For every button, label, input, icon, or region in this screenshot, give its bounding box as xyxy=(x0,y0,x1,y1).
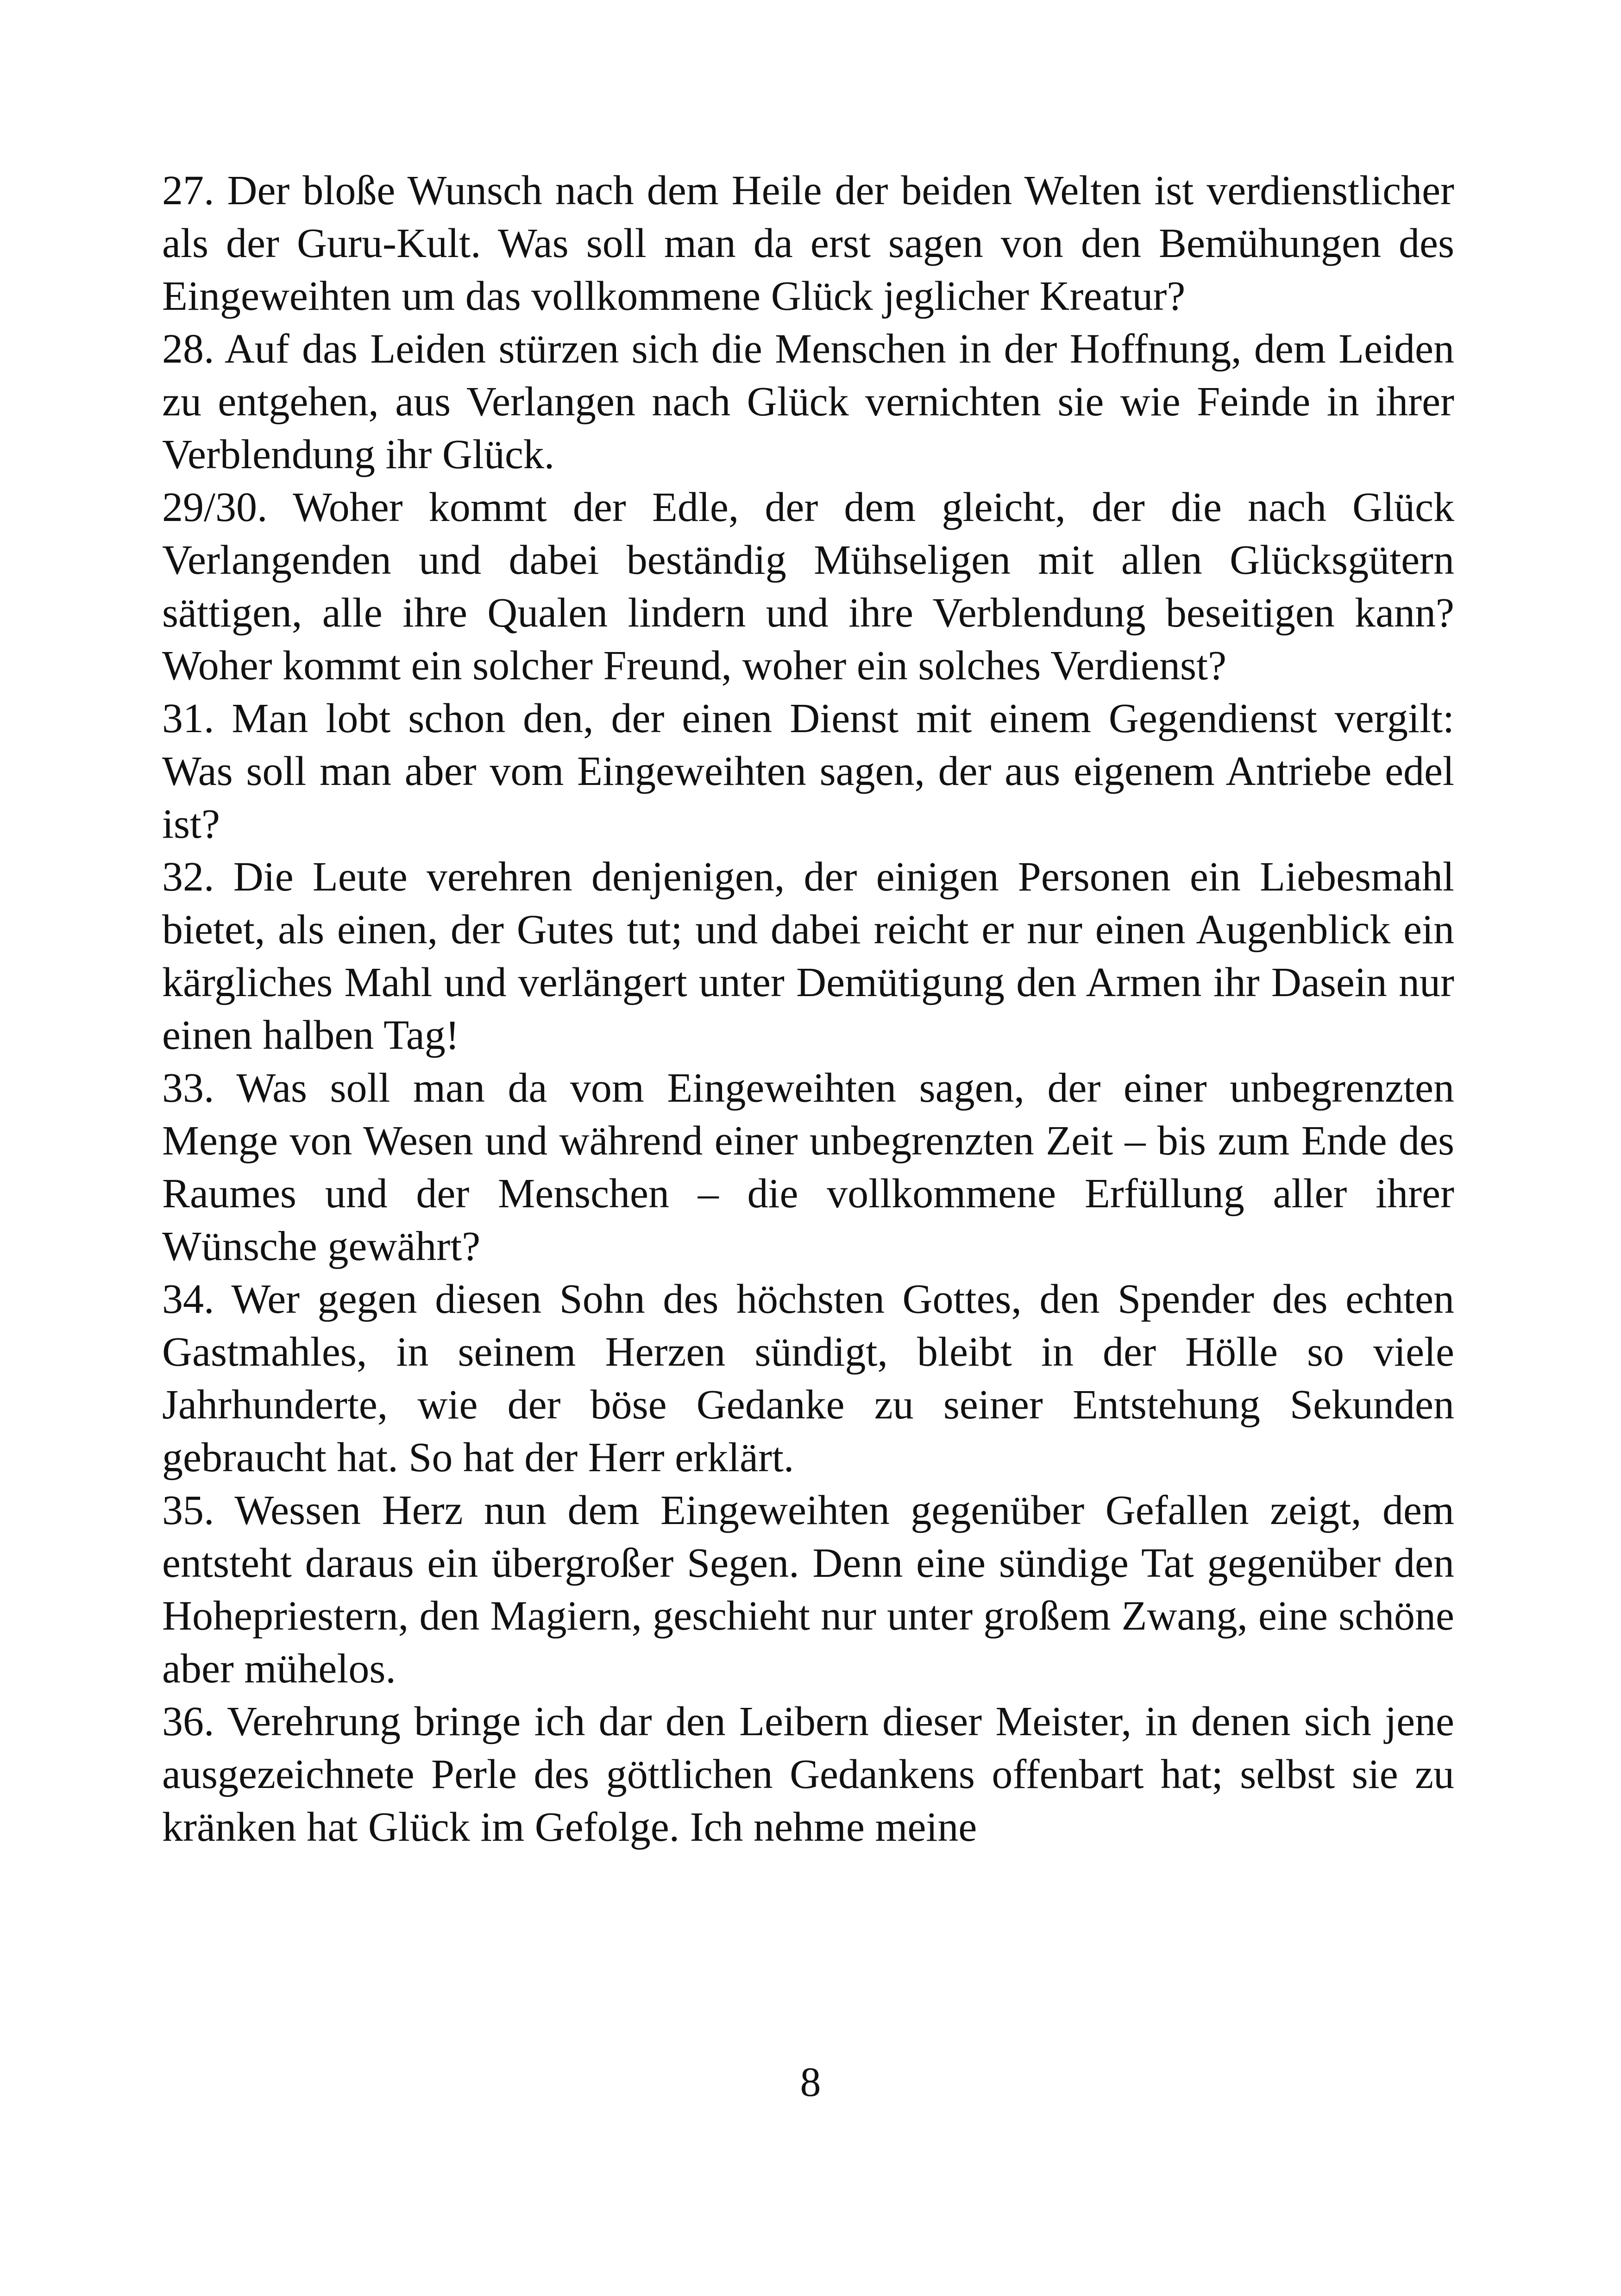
paragraph-35: 35. Wessen Herz nun dem Eingeweihten gegenüber Gefallen zeigt, dem entsteht daraus ein übergroßer Segen. Denn eine sündige Tat gegenüber den Hohepriestern, den Magiern, geschieht nur unter großem Zwang, eine schöne aber mühelos. xyxy=(162,1487,1454,1692)
body-text xyxy=(162,164,1454,1854)
page-number: 8 xyxy=(800,2059,821,2105)
paragraph-27: 27. Der bloße Wunsch nach dem Heile der beiden Welten ist verdienstlicher als der Guru-Kult. Was soll man da erst sagen von den Bemühungen des Eingeweihten um das vollkommene Glück jeglicher Kreatur? xyxy=(162,168,1454,319)
paragraph-28: 28. Auf das Leiden stürzen sich die Menschen in der Hoffnung, dem Leiden zu entgehen, aus Verlangen nach Glück vernichten sie wie Feinde in ihrer Verblendung ihr Glück. xyxy=(162,326,1454,477)
paragraph-36: 36. Verehrung bringe ich dar den Leibern dieser Meister, in denen sich jene ausgezeichnete Perle des göttlichen Gedankens offenbart hat; selbst sie zu kränken hat Glück im Gefolge. Ich nehme meine xyxy=(162,1699,1454,1850)
paragraph-31: 31. Man lobt schon den, der einen Dienst mit einem Gegendienst vergilt: Was soll man aber vom Eingeweihten sagen, der aus eigenem Antriebe edel ist? xyxy=(162,696,1454,847)
paragraph-29-30: 29/30. Woher kommt der Edle, der dem gleicht, der die nach Glück Verlangenden und dabei beständig Mühseligen mit allen Glücksgütern sättigen, alle ihre Qualen lindern und ihre Verblendung beseitigen kann? Woher kommt ein solcher Freund, woher ein solches Verdienst? xyxy=(162,484,1454,689)
paragraph-33: 33. Was soll man da vom Eingeweihten sagen, der einer unbegrenzten Menge von Wesen und während einer unbegrenzten Zeit – bis zum Ende des Raumes und der Menschen – die vollkommene Erfüllung aller ihrer Wünsche gewährt? xyxy=(162,1065,1454,1269)
paragraph-32: 32. Die Leute verehren denjenigen, der einigen Personen ein Liebesmahl bietet, als einen, der Gutes tut; und dabei reicht er nur einen Augenblick ein kärgliches Mahl und verlängert unter Demütigung den Armen ihr Dasein nur einen halben Tag! xyxy=(162,854,1454,1058)
paragraph-34: 34. Wer gegen diesen Sohn des höchsten Gottes, den Spender des echten Gastmahles, in seinem Herzen sündigt, bleibt in der Hölle so viele Jahrhunderte, wie der böse Gedanke zu seiner Entstehung Sekunden gebraucht hat. So hat der Herr erklärt. xyxy=(162,1276,1454,1480)
